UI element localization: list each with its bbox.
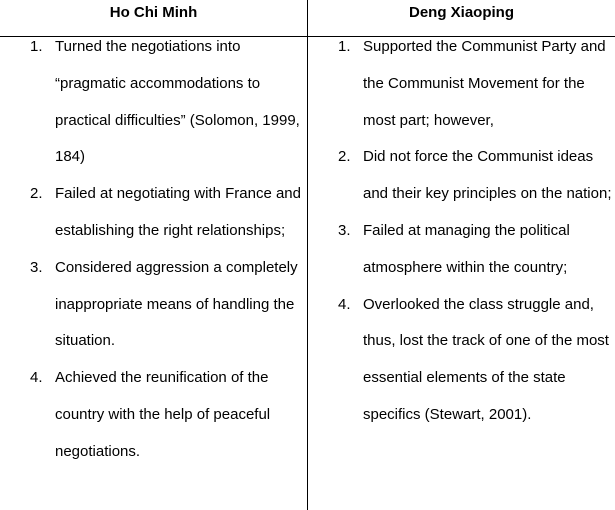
list-item <box>30 250 305 360</box>
list-item-number: 1. <box>30 38 43 55</box>
list-item-text: Failed at negotiating with France and establishing the right relationships; <box>55 185 301 239</box>
list-item-number: 3. <box>30 258 43 276</box>
deng-xiaoping-list <box>338 29 615 434</box>
list-item <box>30 360 305 470</box>
list-item-text: Achieved the reunification of the country with the help of peaceful negotiations. <box>55 369 271 460</box>
list-item <box>338 139 615 213</box>
list-item-number: 4. <box>338 295 351 313</box>
list-item <box>338 213 615 287</box>
list-item-number: 2. <box>338 148 351 166</box>
list-item-text: Supported the Communist Party and the Communist Movement for the most part; however, <box>363 38 606 129</box>
list-item-number: 4. <box>30 369 43 387</box>
list-item <box>30 29 305 176</box>
list-item-text: Turned the negotiations into “pragmatic accommodations to practical difficulties” (Solomon, 1999, 184) <box>55 38 300 166</box>
list-item-text: Considered aggression a completely inappropriate means of handling the situation. <box>55 258 298 350</box>
list-item-number: 2. <box>30 185 43 203</box>
list-item-text: Failed at managing the political atmosphere within the country; <box>363 221 570 276</box>
list-item <box>30 176 305 250</box>
list-item-text: Overlooked the class struggle and, thus, lost the track of one of the most essential elements of the state specifics (Stewart, 2001). <box>363 295 609 423</box>
list-item-number: 1. <box>338 38 351 55</box>
header-ho-chi-minh: Ho Chi Minh <box>109 4 198 21</box>
list-item-number: 3. <box>338 221 351 239</box>
list-item <box>338 287 615 434</box>
list-item <box>338 29 615 139</box>
ho-chi-minh-list <box>30 29 305 471</box>
header-deng-xiaoping: Deng Xiaoping <box>409 4 514 21</box>
list-item-text: Did not force the Communist ideas and their key principles on the nation; <box>363 148 612 203</box>
column-divider <box>307 0 308 510</box>
